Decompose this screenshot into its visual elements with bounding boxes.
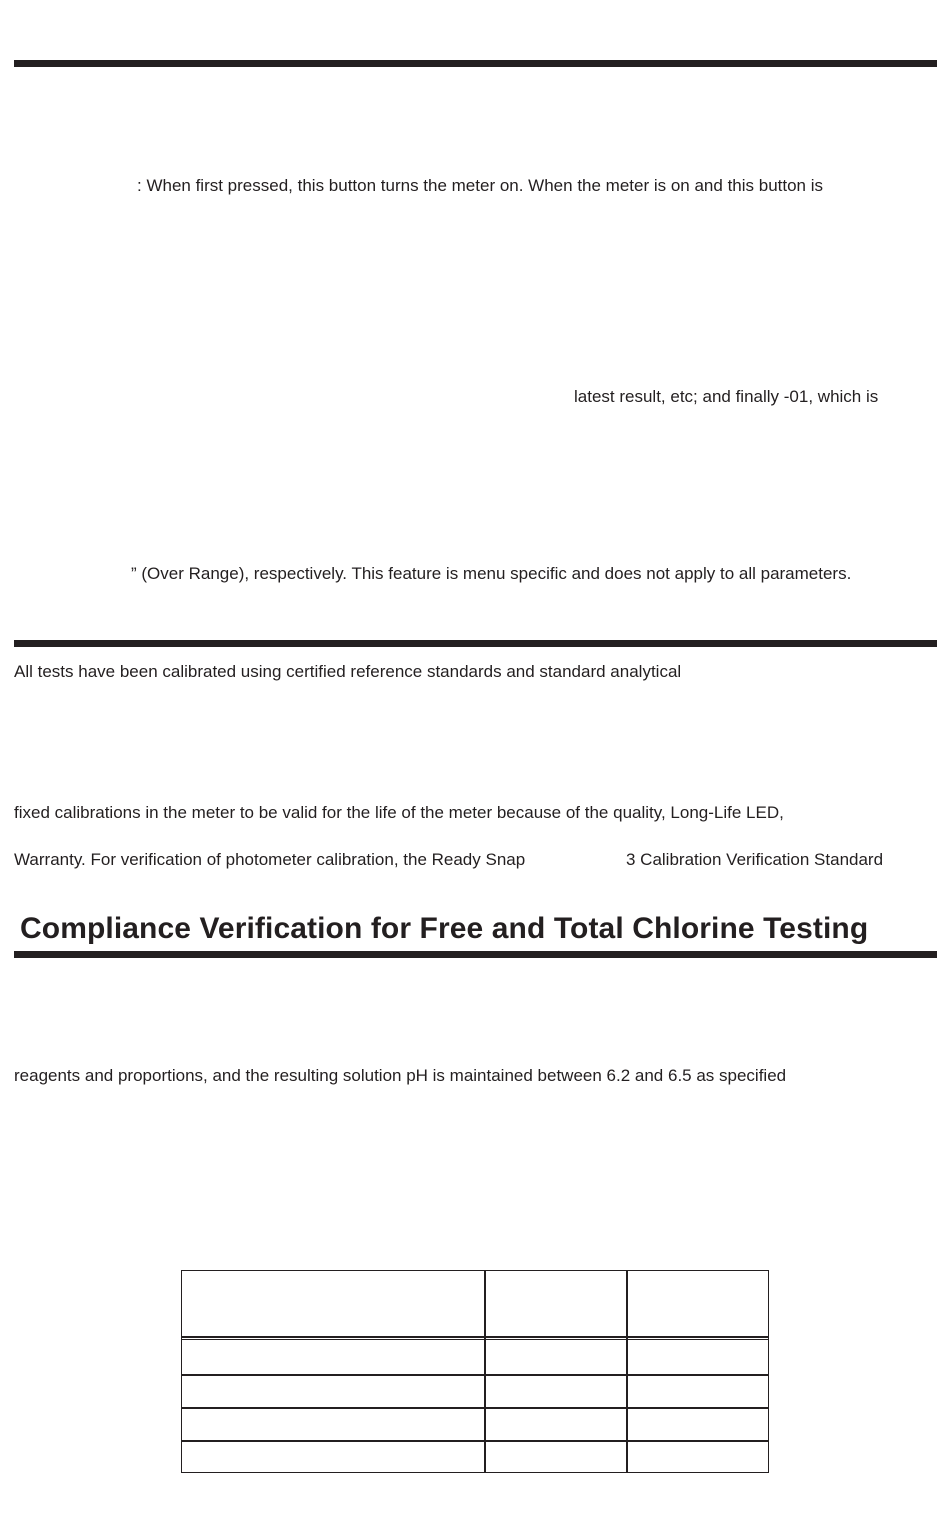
table-header-separator (182, 1336, 768, 1338)
table-column-separator (484, 1271, 486, 1472)
table-header-separator-2 (182, 1339, 768, 1340)
compliance-table (181, 1270, 769, 1473)
table-row-separator (182, 1440, 768, 1442)
table-row-separator (182, 1407, 768, 1409)
calibration-validity: fixed calibrations in the meter to be valid for the life of the meter because of the quality, Long-Life LED, (14, 803, 784, 822)
compliance-heading: Compliance Verification for Free and Total Chlorine Testing (20, 912, 869, 945)
calibration-intro: All tests have been calibrated using certified reference standards and standard analytical (14, 662, 682, 681)
power-button-description: : When first pressed, this button turns the meter on. When the meter is on and this button is (137, 176, 824, 195)
section-divider-top (14, 60, 937, 67)
section-divider-middle (14, 640, 937, 647)
compliance-reagents: reagents and proportions, and the resulting solution pH is maintained between 6.2 and 6.5 as specified (14, 1066, 787, 1085)
calibration-warranty: Warranty. For verification of photometer calibration, the Ready Snap (14, 850, 526, 869)
calibration-standard: 3 Calibration Verification Standard (626, 850, 884, 869)
memory-description: latest result, etc; and finally -01, which is (574, 387, 879, 406)
table-column-separator (626, 1271, 628, 1472)
table-row-separator (182, 1374, 768, 1376)
over-range-description: ” (Over Range), respectively. This feature is menu specific and does not apply to all parameters. (131, 564, 852, 583)
compliance-heading-underline (14, 951, 937, 958)
